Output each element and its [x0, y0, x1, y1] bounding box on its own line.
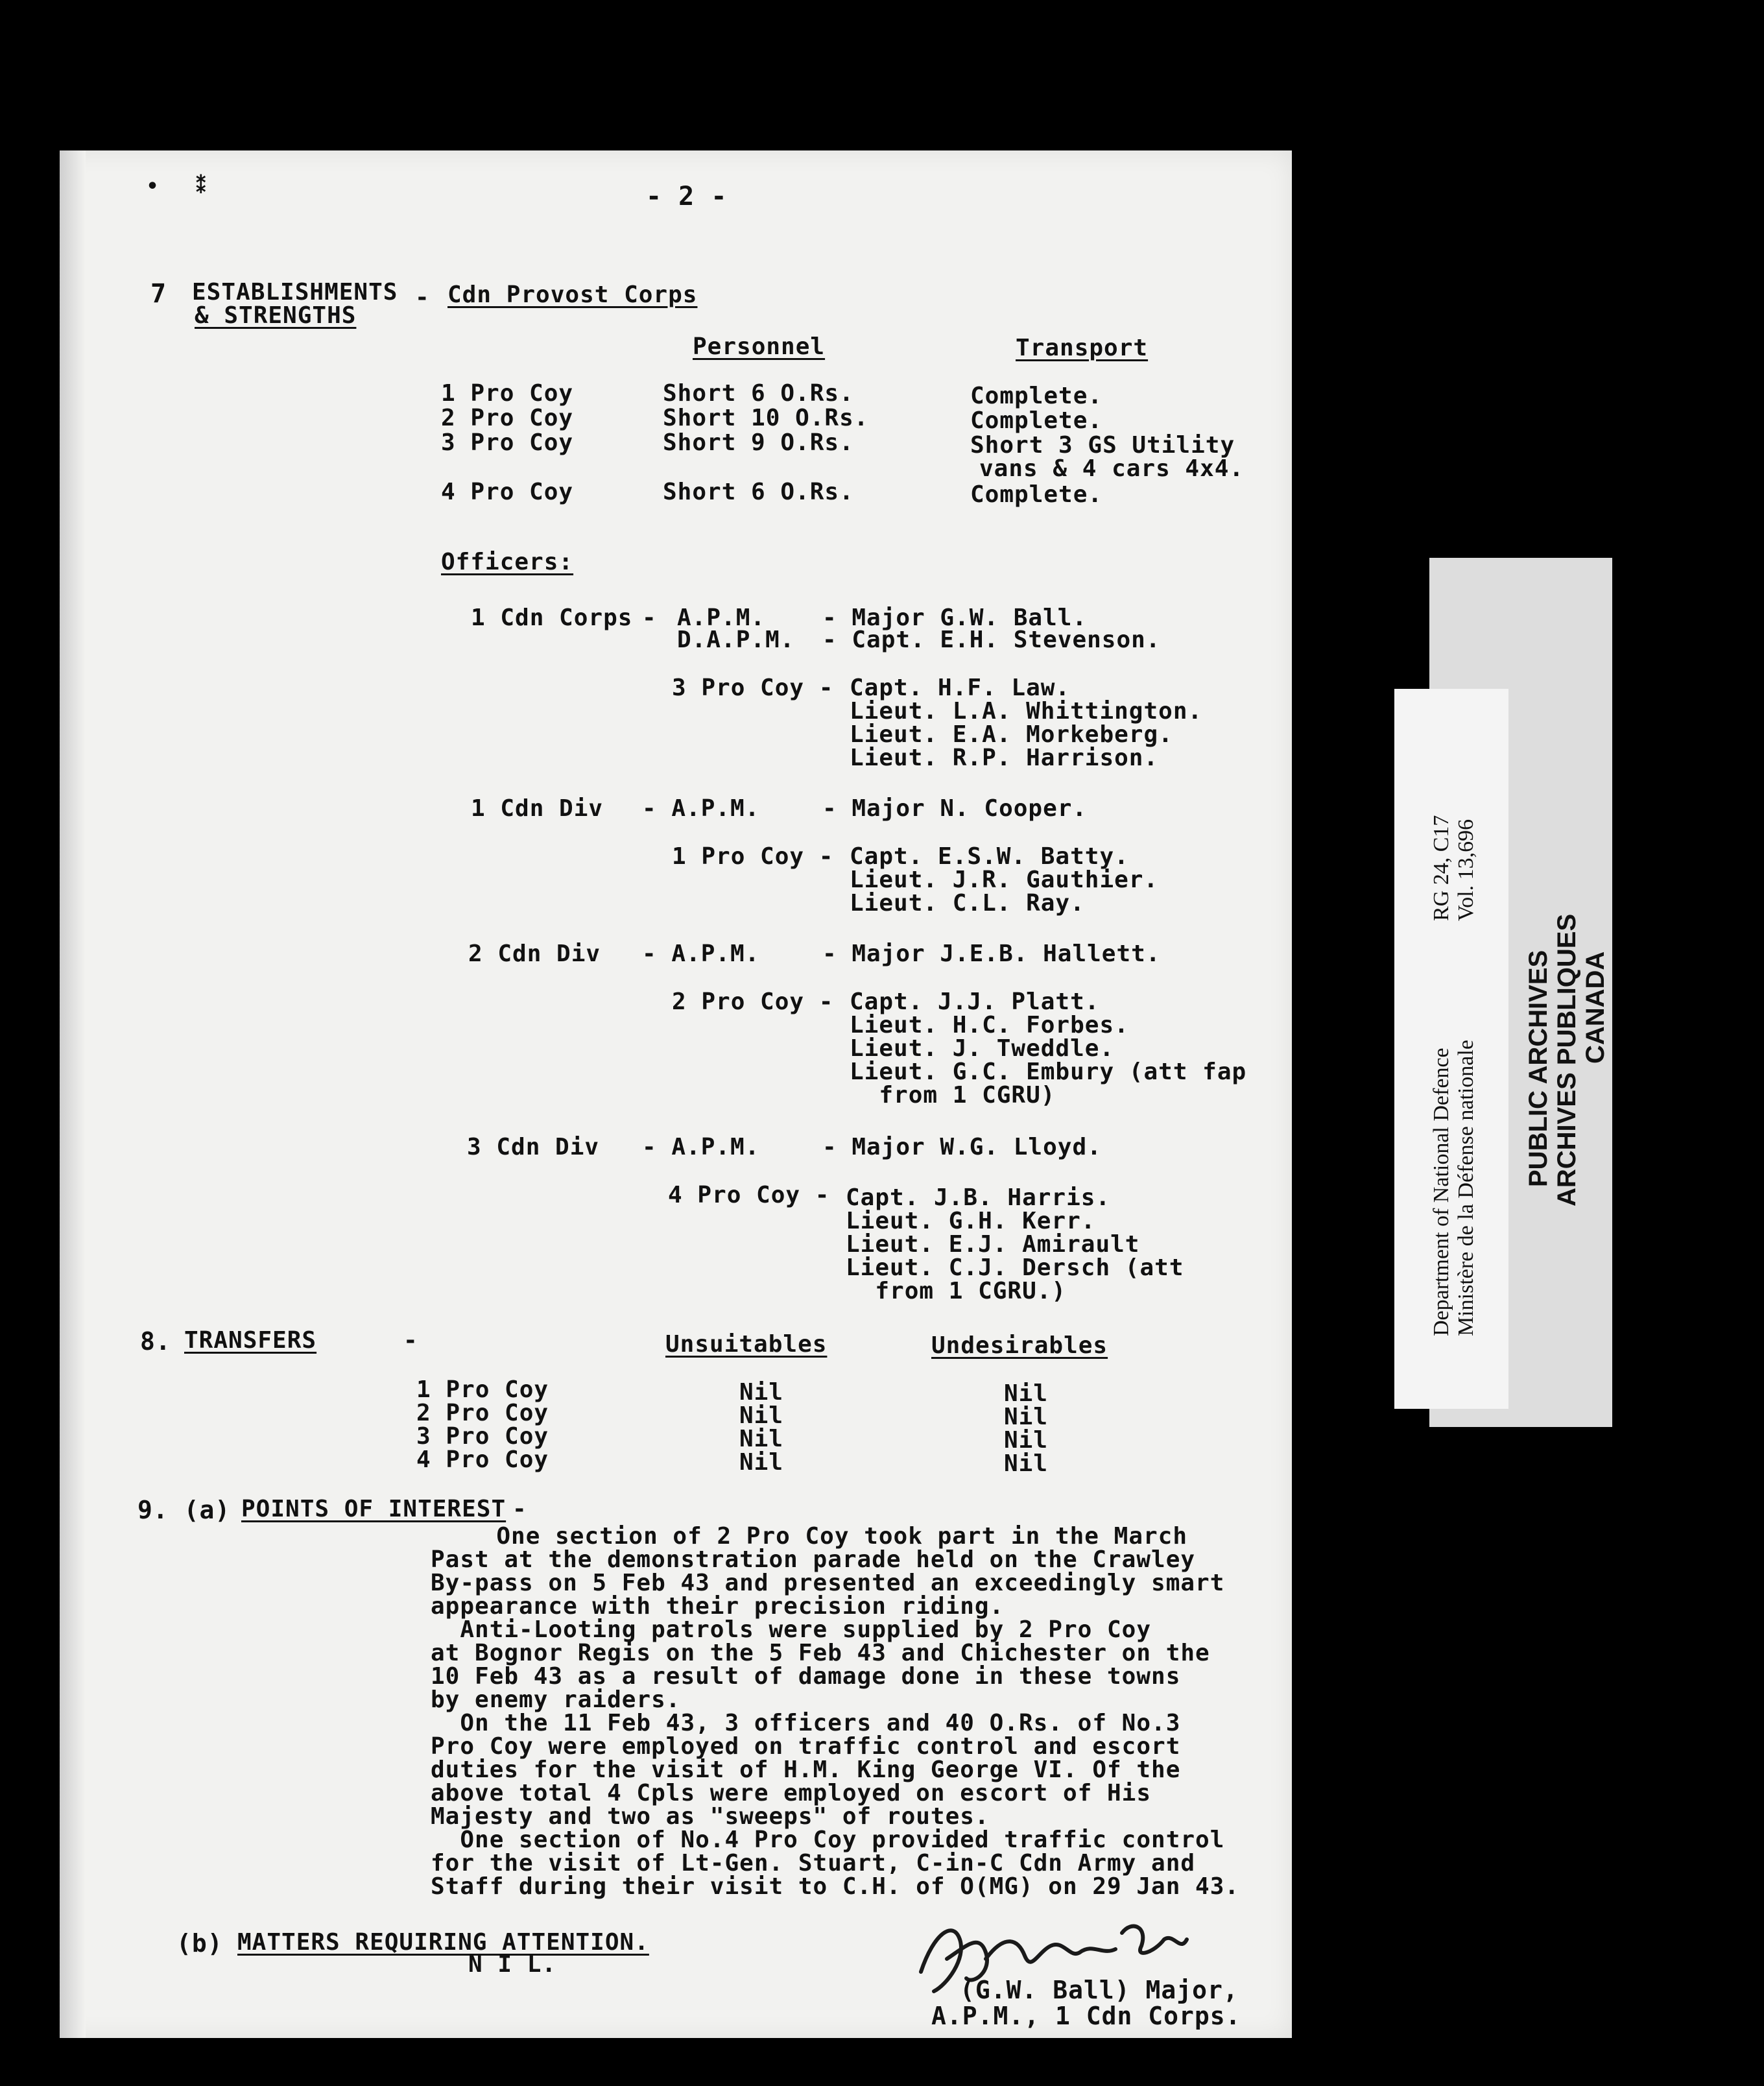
archive-ref-rg: RG 24, C17	[1429, 815, 1453, 921]
section-8-title: TRANSFERS	[184, 1327, 317, 1354]
transfer-undesirables: Nil	[1004, 1427, 1049, 1454]
strength-personnel: Short 9 O.Rs.	[663, 429, 854, 456]
body-line: Pro Coy were employed on traffic control and escort	[431, 1733, 1181, 1760]
transfer-unsuitables: Nil	[739, 1426, 784, 1452]
body-line: Staff during their visit to C.H. of O(MG) on 29 Jan 43.	[431, 1873, 1240, 1900]
div1-officer: - Major N. Cooper.	[822, 795, 1088, 822]
archive-dept-en: Department of National Defence	[1429, 1048, 1453, 1336]
page-edge-shadow	[60, 150, 86, 2038]
section-7-number: 7	[150, 279, 167, 309]
strength-transport-cont: vans & 4 cars 4x4.	[979, 455, 1245, 482]
officer-name: Lieut. J.R. Gauthier.	[850, 867, 1159, 893]
officer-name: Capt. H.F. Law.	[850, 675, 1071, 701]
transfer-unit: 3 Pro Coy	[416, 1423, 549, 1450]
section-9b-label: (b)	[176, 1929, 223, 1958]
body-line: for the visit of Lt-Gen. Stuart, C-in-C Cdn Army and	[431, 1850, 1196, 1876]
strength-personnel: Short 6 O.Rs.	[663, 380, 854, 407]
officer-name: Lieut. L.A. Whittington.	[850, 698, 1203, 725]
transfer-unsuitables: Nil	[739, 1379, 784, 1406]
corps-dash: -	[642, 605, 657, 631]
section-9-title: POINTS OF INTEREST	[241, 1496, 507, 1522]
coy2-label: 2 Pro Coy -	[672, 989, 834, 1015]
officers-heading: Officers:	[441, 549, 574, 575]
strength-transport: Complete.	[970, 383, 1103, 409]
section-7-corps: Cdn Provost Corps	[447, 282, 698, 308]
officer-name: Capt. E.S.W. Batty.	[850, 843, 1129, 870]
section-7-dash: -	[415, 284, 430, 311]
corner-marks: • ⁑	[147, 175, 207, 198]
section-9-number: 9. (a)	[137, 1496, 231, 1524]
officer-name: Lieut. R.P. Harrison.	[850, 745, 1159, 771]
apm-label: A.P.M.	[677, 605, 766, 631]
body-line: One section of No.4 Pro Coy provided traffic control	[431, 1827, 1225, 1853]
section-8-dash: -	[403, 1327, 418, 1354]
body-line: One section of 2 Pro Coy took part in the March	[467, 1523, 1188, 1550]
corps-name: 1 Cdn Corps	[471, 605, 633, 631]
archive-stamp-country: CANADA	[1581, 951, 1610, 1064]
section-9b-value: N I L.	[468, 1951, 557, 1978]
body-line: duties for the visit of H.M. King George VI. Of the	[431, 1756, 1181, 1783]
div1-apm: - A.P.M.	[642, 795, 760, 822]
body-line: Past at the demonstration parade held on the Crawley	[431, 1546, 1196, 1573]
div3-officer: - Major W.G. Lloyd.	[822, 1134, 1102, 1160]
strength-unit: 2 Pro Coy	[441, 405, 574, 431]
officer-name: Lieut. G.H. Kerr.	[846, 1208, 1096, 1234]
strength-transport: Complete.	[970, 481, 1103, 508]
strength-unit: 3 Pro Coy	[441, 429, 574, 456]
officer-name: Capt. J.J. Platt.	[850, 989, 1100, 1015]
signature-title: A.P.M., 1 Cdn Corps.	[931, 2002, 1241, 2030]
archive-stamp-fr: ARCHIVES PUBLIQUES	[1553, 913, 1581, 1206]
col-transport: Transport	[1016, 335, 1149, 361]
strength-transport: Complete.	[970, 407, 1103, 434]
section-9b-title: MATTERS REQUIRING ATTENTION.	[237, 1929, 649, 1956]
officer-name: Lieut. C.L. Ray.	[850, 890, 1085, 917]
section-7-title-line1: ESTABLISHMENTS	[192, 279, 398, 306]
archive-ref-vol: Vol. 13,696	[1454, 819, 1478, 921]
transfer-unsuitables: Nil	[739, 1402, 784, 1429]
section-9-dash: -	[512, 1496, 527, 1522]
officer-name: Lieut. C.J. Dersch (att	[846, 1254, 1184, 1281]
transfer-undesirables: Nil	[1004, 1450, 1049, 1477]
officer-name: from 1 CGRU)	[850, 1082, 1056, 1109]
div2-officer: - Major J.E.B. Hallett.	[822, 941, 1161, 967]
col-personnel: Personnel	[693, 333, 826, 360]
body-line: Anti-Looting patrols were supplied by 2 Pro Coy	[431, 1616, 1152, 1643]
dapm-name: - Capt. E.H. Stevenson.	[822, 627, 1161, 653]
div3-name: 3 Cdn Div	[467, 1134, 600, 1160]
div2-apm: - A.P.M.	[642, 941, 760, 967]
strength-personnel: Short 10 O.Rs.	[663, 405, 869, 431]
officer-name: Lieut. G.C. Embury (att fap	[850, 1059, 1247, 1085]
officer-name: from 1 CGRU.)	[846, 1278, 1067, 1304]
div2-name: 2 Cdn Div	[468, 941, 601, 967]
body-line: By-pass on 5 Feb 43 and presented an exceedingly smart	[431, 1570, 1225, 1596]
transfer-unit: 1 Pro Coy	[416, 1376, 549, 1403]
coy4-label: 4 Pro Coy -	[668, 1182, 830, 1208]
body-line: by enemy raiders.	[431, 1686, 681, 1713]
body-line: On the 11 Feb 43, 3 officers and 40 O.Rs. of No.3	[431, 1710, 1181, 1736]
body-line: appearance with their precision riding.	[431, 1593, 1005, 1620]
signature-name: (G.W. Ball) Major,	[960, 1976, 1239, 2004]
dapm-label: D.A.P.M.	[677, 627, 795, 653]
strength-transport: Short 3 GS Utility	[970, 432, 1235, 459]
officer-name: Lieut. J. Tweddle.	[850, 1035, 1115, 1062]
col-unsuitables: Unsuitables	[665, 1331, 828, 1358]
div3-apm: - A.P.M.	[642, 1134, 760, 1160]
body-line: Majesty and two as "sweeps" of routes.	[431, 1803, 990, 1830]
transfer-undesirables: Nil	[1004, 1404, 1049, 1430]
strength-personnel: Short 6 O.Rs.	[663, 479, 854, 505]
div1-name: 1 Cdn Div	[471, 795, 604, 822]
coy1-label: 1 Pro Coy -	[672, 843, 834, 870]
transfer-unit: 4 Pro Coy	[416, 1446, 549, 1473]
transfer-unsuitables: Nil	[739, 1449, 784, 1476]
officer-name: Lieut. H.C. Forbes.	[850, 1012, 1129, 1038]
officer-name: Lieut. E.A. Morkeberg.	[850, 721, 1173, 748]
body-line: 10 Feb 43 as a result of damage done in these towns	[431, 1663, 1181, 1690]
coy3-label: 3 Pro Coy -	[672, 675, 834, 701]
section-8-number: 8.	[140, 1327, 171, 1356]
transfer-undesirables: Nil	[1004, 1380, 1049, 1407]
archive-dept-fr: Ministère de la Défense nationale	[1454, 1040, 1478, 1336]
apm-name: - Major G.W. Ball.	[822, 605, 1088, 631]
strength-unit: 1 Pro Coy	[441, 380, 574, 407]
page-number: - 2 -	[646, 182, 728, 211]
body-line: above total 4 Cpls were employed on escort of His	[431, 1780, 1152, 1806]
archive-stamp-en: PUBLIC ARCHIVES	[1524, 950, 1553, 1187]
body-line: at Bognor Regis on the 5 Feb 43 and Chichester on the	[431, 1640, 1210, 1666]
strength-unit: 4 Pro Coy	[441, 479, 574, 505]
col-undesirables: Undesirables	[931, 1332, 1108, 1359]
section-7-title-line2: & STRENGTHS	[195, 302, 357, 329]
officer-name: Capt. J.B. Harris.	[846, 1184, 1111, 1211]
transfer-unit: 2 Pro Coy	[416, 1400, 549, 1426]
officer-name: Lieut. E.J. Amirault	[846, 1231, 1140, 1258]
